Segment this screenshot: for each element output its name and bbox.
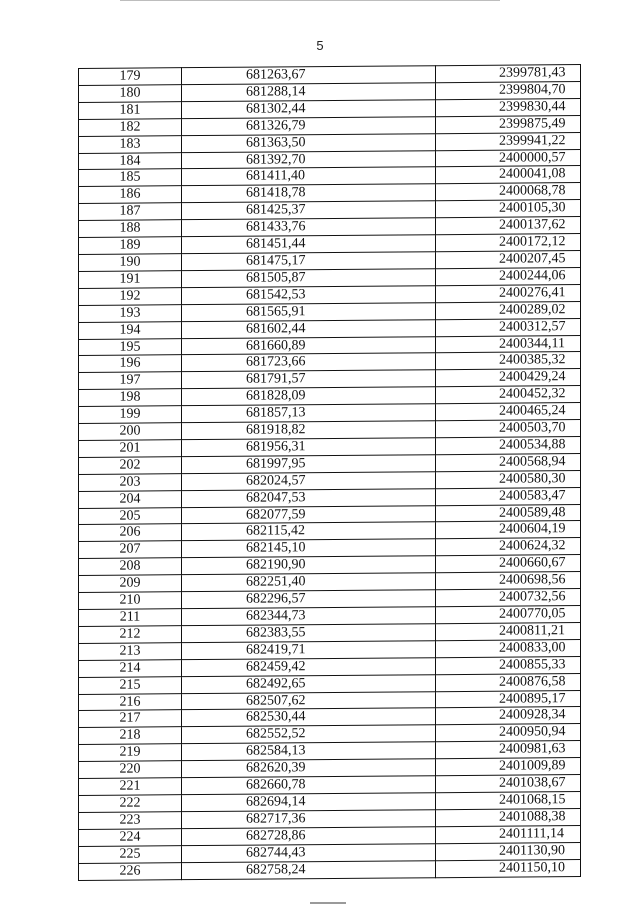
- point-number-cell: 221: [79, 778, 182, 796]
- y-coordinate-cell: 2400624,32: [436, 538, 581, 556]
- point-number-cell: 210: [79, 592, 182, 610]
- point-number-cell: 196: [79, 355, 182, 373]
- y-coordinate-cell: 2399875,49: [436, 115, 581, 133]
- x-coordinate-cell: 681425,37: [182, 201, 436, 220]
- x-coordinate-cell: 681433,76: [182, 218, 436, 237]
- point-number-cell: 187: [79, 203, 182, 221]
- x-coordinate-cell: 682145,10: [182, 539, 436, 558]
- y-coordinate-cell: 2400105,30: [436, 200, 581, 218]
- x-coordinate-cell: 682115,42: [182, 522, 436, 541]
- x-coordinate-cell: 681326,79: [182, 116, 436, 135]
- x-coordinate-cell: 682344,73: [182, 607, 436, 626]
- point-number-cell: 211: [79, 609, 182, 627]
- y-coordinate-cell: 2399781,43: [436, 65, 581, 83]
- y-coordinate-cell: 2401038,67: [436, 775, 581, 793]
- x-coordinate-cell: 681505,87: [182, 269, 436, 288]
- x-coordinate-cell: 681418,78: [182, 184, 436, 203]
- y-coordinate-cell: 2401150,10: [436, 859, 581, 877]
- x-coordinate-cell: 681602,44: [182, 319, 436, 338]
- y-coordinate-cell: 2400589,48: [436, 504, 581, 522]
- y-coordinate-cell: 2400770,05: [436, 606, 581, 624]
- x-coordinate-cell: 681565,91: [182, 302, 436, 321]
- y-coordinate-cell: 2401068,15: [436, 792, 581, 810]
- point-number-cell: 213: [79, 642, 182, 660]
- point-number-cell: 209: [79, 575, 182, 593]
- x-coordinate-cell: 682552,52: [182, 725, 436, 744]
- y-coordinate-cell: 2400503,70: [436, 420, 581, 438]
- x-coordinate-cell: 682296,57: [182, 590, 436, 609]
- point-number-cell: 204: [79, 490, 182, 508]
- y-coordinate-cell: 2400580,30: [436, 470, 581, 488]
- point-number-cell: 217: [79, 710, 182, 728]
- y-coordinate-cell: 2401111,14: [436, 825, 581, 843]
- y-coordinate-cell: 2401009,89: [436, 758, 581, 776]
- y-coordinate-cell: 2400732,56: [436, 589, 581, 607]
- coordinates-table: [78, 64, 581, 880]
- point-number-cell: 194: [79, 321, 182, 339]
- x-coordinate-cell: 682077,59: [182, 505, 436, 524]
- y-coordinate-cell: 2400385,32: [436, 352, 581, 370]
- point-number-cell: 189: [79, 237, 182, 255]
- x-coordinate-cell: 681828,09: [182, 387, 436, 406]
- point-number-cell: 225: [79, 845, 182, 863]
- point-number-cell: 220: [79, 761, 182, 779]
- point-number-cell: 215: [79, 676, 182, 694]
- point-number-cell: 192: [79, 287, 182, 305]
- x-coordinate-cell: 681997,95: [182, 455, 436, 474]
- point-number-cell: 186: [79, 186, 182, 204]
- y-coordinate-cell: 2400452,32: [436, 386, 581, 404]
- y-coordinate-cell: 2399830,44: [436, 98, 581, 116]
- point-number-cell: 202: [79, 457, 182, 475]
- point-number-cell: 224: [79, 828, 182, 846]
- y-coordinate-cell: 2400244,06: [436, 267, 581, 285]
- y-coordinate-cell: 2400604,19: [436, 521, 581, 539]
- point-number-cell: 183: [79, 135, 182, 153]
- x-coordinate-cell: 682694,14: [182, 793, 436, 812]
- point-number-cell: 188: [79, 220, 182, 238]
- x-coordinate-cell: 681791,57: [182, 370, 436, 389]
- x-coordinate-cell: 681660,89: [182, 336, 436, 355]
- x-coordinate-cell: 682717,36: [182, 810, 436, 829]
- x-coordinate-cell: 682758,24: [182, 860, 436, 879]
- x-coordinate-cell: 681288,14: [182, 83, 436, 102]
- y-coordinate-cell: 2400000,57: [436, 149, 581, 167]
- point-number-cell: 222: [79, 795, 182, 813]
- page-number: 5: [316, 38, 324, 53]
- y-coordinate-cell: 2400534,88: [436, 436, 581, 454]
- point-number-cell: 191: [79, 271, 182, 289]
- point-number-cell: 226: [79, 862, 182, 880]
- x-coordinate-cell: 682744,43: [182, 843, 436, 862]
- point-number-cell: 200: [79, 423, 182, 441]
- y-coordinate-cell: 2400172,12: [436, 234, 581, 252]
- y-coordinate-cell: 2400041,08: [436, 166, 581, 184]
- y-coordinate-cell: 2400465,24: [436, 403, 581, 421]
- y-coordinate-cell: 2400312,57: [436, 318, 581, 336]
- x-coordinate-cell: 682584,13: [182, 742, 436, 761]
- y-coordinate-cell: 2401088,38: [436, 808, 581, 826]
- point-number-cell: 212: [79, 626, 182, 644]
- y-coordinate-cell: 2400660,67: [436, 555, 581, 573]
- point-number-cell: 205: [79, 507, 182, 525]
- y-coordinate-cell: 2400583,47: [436, 487, 581, 505]
- point-number-cell: 181: [79, 101, 182, 119]
- x-coordinate-cell: 682459,42: [182, 657, 436, 676]
- y-coordinate-cell: 2400855,33: [436, 656, 581, 674]
- y-coordinate-cell: 2400429,24: [436, 369, 581, 387]
- x-coordinate-cell: 682660,78: [182, 776, 436, 795]
- y-coordinate-cell: 2400207,45: [436, 251, 581, 269]
- y-coordinate-cell: 2400276,41: [436, 284, 581, 302]
- y-coordinate-cell: 2399941,22: [436, 132, 581, 150]
- x-coordinate-cell: 681411,40: [182, 167, 436, 186]
- x-coordinate-cell: 681918,82: [182, 421, 436, 440]
- x-coordinate-cell: 682190,90: [182, 556, 436, 575]
- x-coordinate-cell: 681956,31: [182, 438, 436, 457]
- bottom-edge-mark: [310, 902, 346, 904]
- point-number-cell: 182: [79, 118, 182, 136]
- point-number-cell: 179: [79, 68, 182, 86]
- y-coordinate-cell: 2400833,00: [436, 639, 581, 657]
- point-number-cell: 223: [79, 812, 182, 830]
- point-number-cell: 214: [79, 659, 182, 677]
- x-coordinate-cell: 681263,67: [182, 66, 436, 85]
- point-number-cell: 193: [79, 304, 182, 322]
- x-coordinate-cell: 682024,57: [182, 471, 436, 490]
- y-coordinate-cell: 2400568,94: [436, 453, 581, 471]
- coordinates-table-body: [79, 65, 581, 880]
- x-coordinate-cell: 681723,66: [182, 353, 436, 372]
- point-number-cell: 219: [79, 744, 182, 762]
- y-coordinate-cell: 2399804,70: [436, 81, 581, 99]
- point-number-cell: 184: [79, 152, 182, 170]
- point-number-cell: 218: [79, 727, 182, 745]
- y-coordinate-cell: 2400811,21: [436, 622, 581, 640]
- x-coordinate-cell: 682251,40: [182, 573, 436, 592]
- point-number-cell: 206: [79, 524, 182, 542]
- x-coordinate-cell: 682419,71: [182, 641, 436, 660]
- x-coordinate-cell: 681363,50: [182, 133, 436, 152]
- y-coordinate-cell: 2400698,56: [436, 572, 581, 590]
- y-coordinate-cell: 2400950,94: [436, 724, 581, 742]
- x-coordinate-cell: 681542,53: [182, 285, 436, 304]
- point-number-cell: 216: [79, 693, 182, 711]
- y-coordinate-cell: 2400068,78: [436, 183, 581, 201]
- y-coordinate-cell: 2400344,11: [436, 335, 581, 353]
- x-coordinate-cell: 682620,39: [182, 759, 436, 778]
- y-coordinate-cell: 2401130,90: [436, 842, 581, 860]
- top-edge-line: [120, 0, 500, 1]
- point-number-cell: 190: [79, 254, 182, 272]
- point-number-cell: 198: [79, 389, 182, 407]
- point-number-cell: 208: [79, 558, 182, 576]
- point-number-cell: 185: [79, 169, 182, 187]
- x-coordinate-cell: 682507,62: [182, 691, 436, 710]
- y-coordinate-cell: 2400289,02: [436, 301, 581, 319]
- x-coordinate-cell: 682728,86: [182, 826, 436, 845]
- x-coordinate-cell: 681475,17: [182, 252, 436, 271]
- point-number-cell: 203: [79, 473, 182, 491]
- y-coordinate-cell: 2400137,62: [436, 217, 581, 235]
- x-coordinate-cell: 681392,70: [182, 150, 436, 169]
- point-number-cell: 180: [79, 85, 182, 103]
- y-coordinate-cell: 2400928,34: [436, 707, 581, 725]
- point-number-cell: 197: [79, 372, 182, 390]
- point-number-cell: 195: [79, 338, 182, 356]
- point-number-cell: 199: [79, 406, 182, 424]
- x-coordinate-cell: 682530,44: [182, 708, 436, 727]
- x-coordinate-cell: 681857,13: [182, 404, 436, 423]
- x-coordinate-cell: 681302,44: [182, 100, 436, 119]
- x-coordinate-cell: 682047,53: [182, 488, 436, 507]
- y-coordinate-cell: 2400981,63: [436, 741, 581, 759]
- point-number-cell: 207: [79, 541, 182, 559]
- x-coordinate-cell: 682492,65: [182, 674, 436, 693]
- point-number-cell: 201: [79, 440, 182, 458]
- y-coordinate-cell: 2400895,17: [436, 690, 581, 708]
- y-coordinate-cell: 2400876,58: [436, 673, 581, 691]
- x-coordinate-cell: 681451,44: [182, 235, 436, 254]
- x-coordinate-cell: 682383,55: [182, 624, 436, 643]
- table-row: [79, 859, 581, 880]
